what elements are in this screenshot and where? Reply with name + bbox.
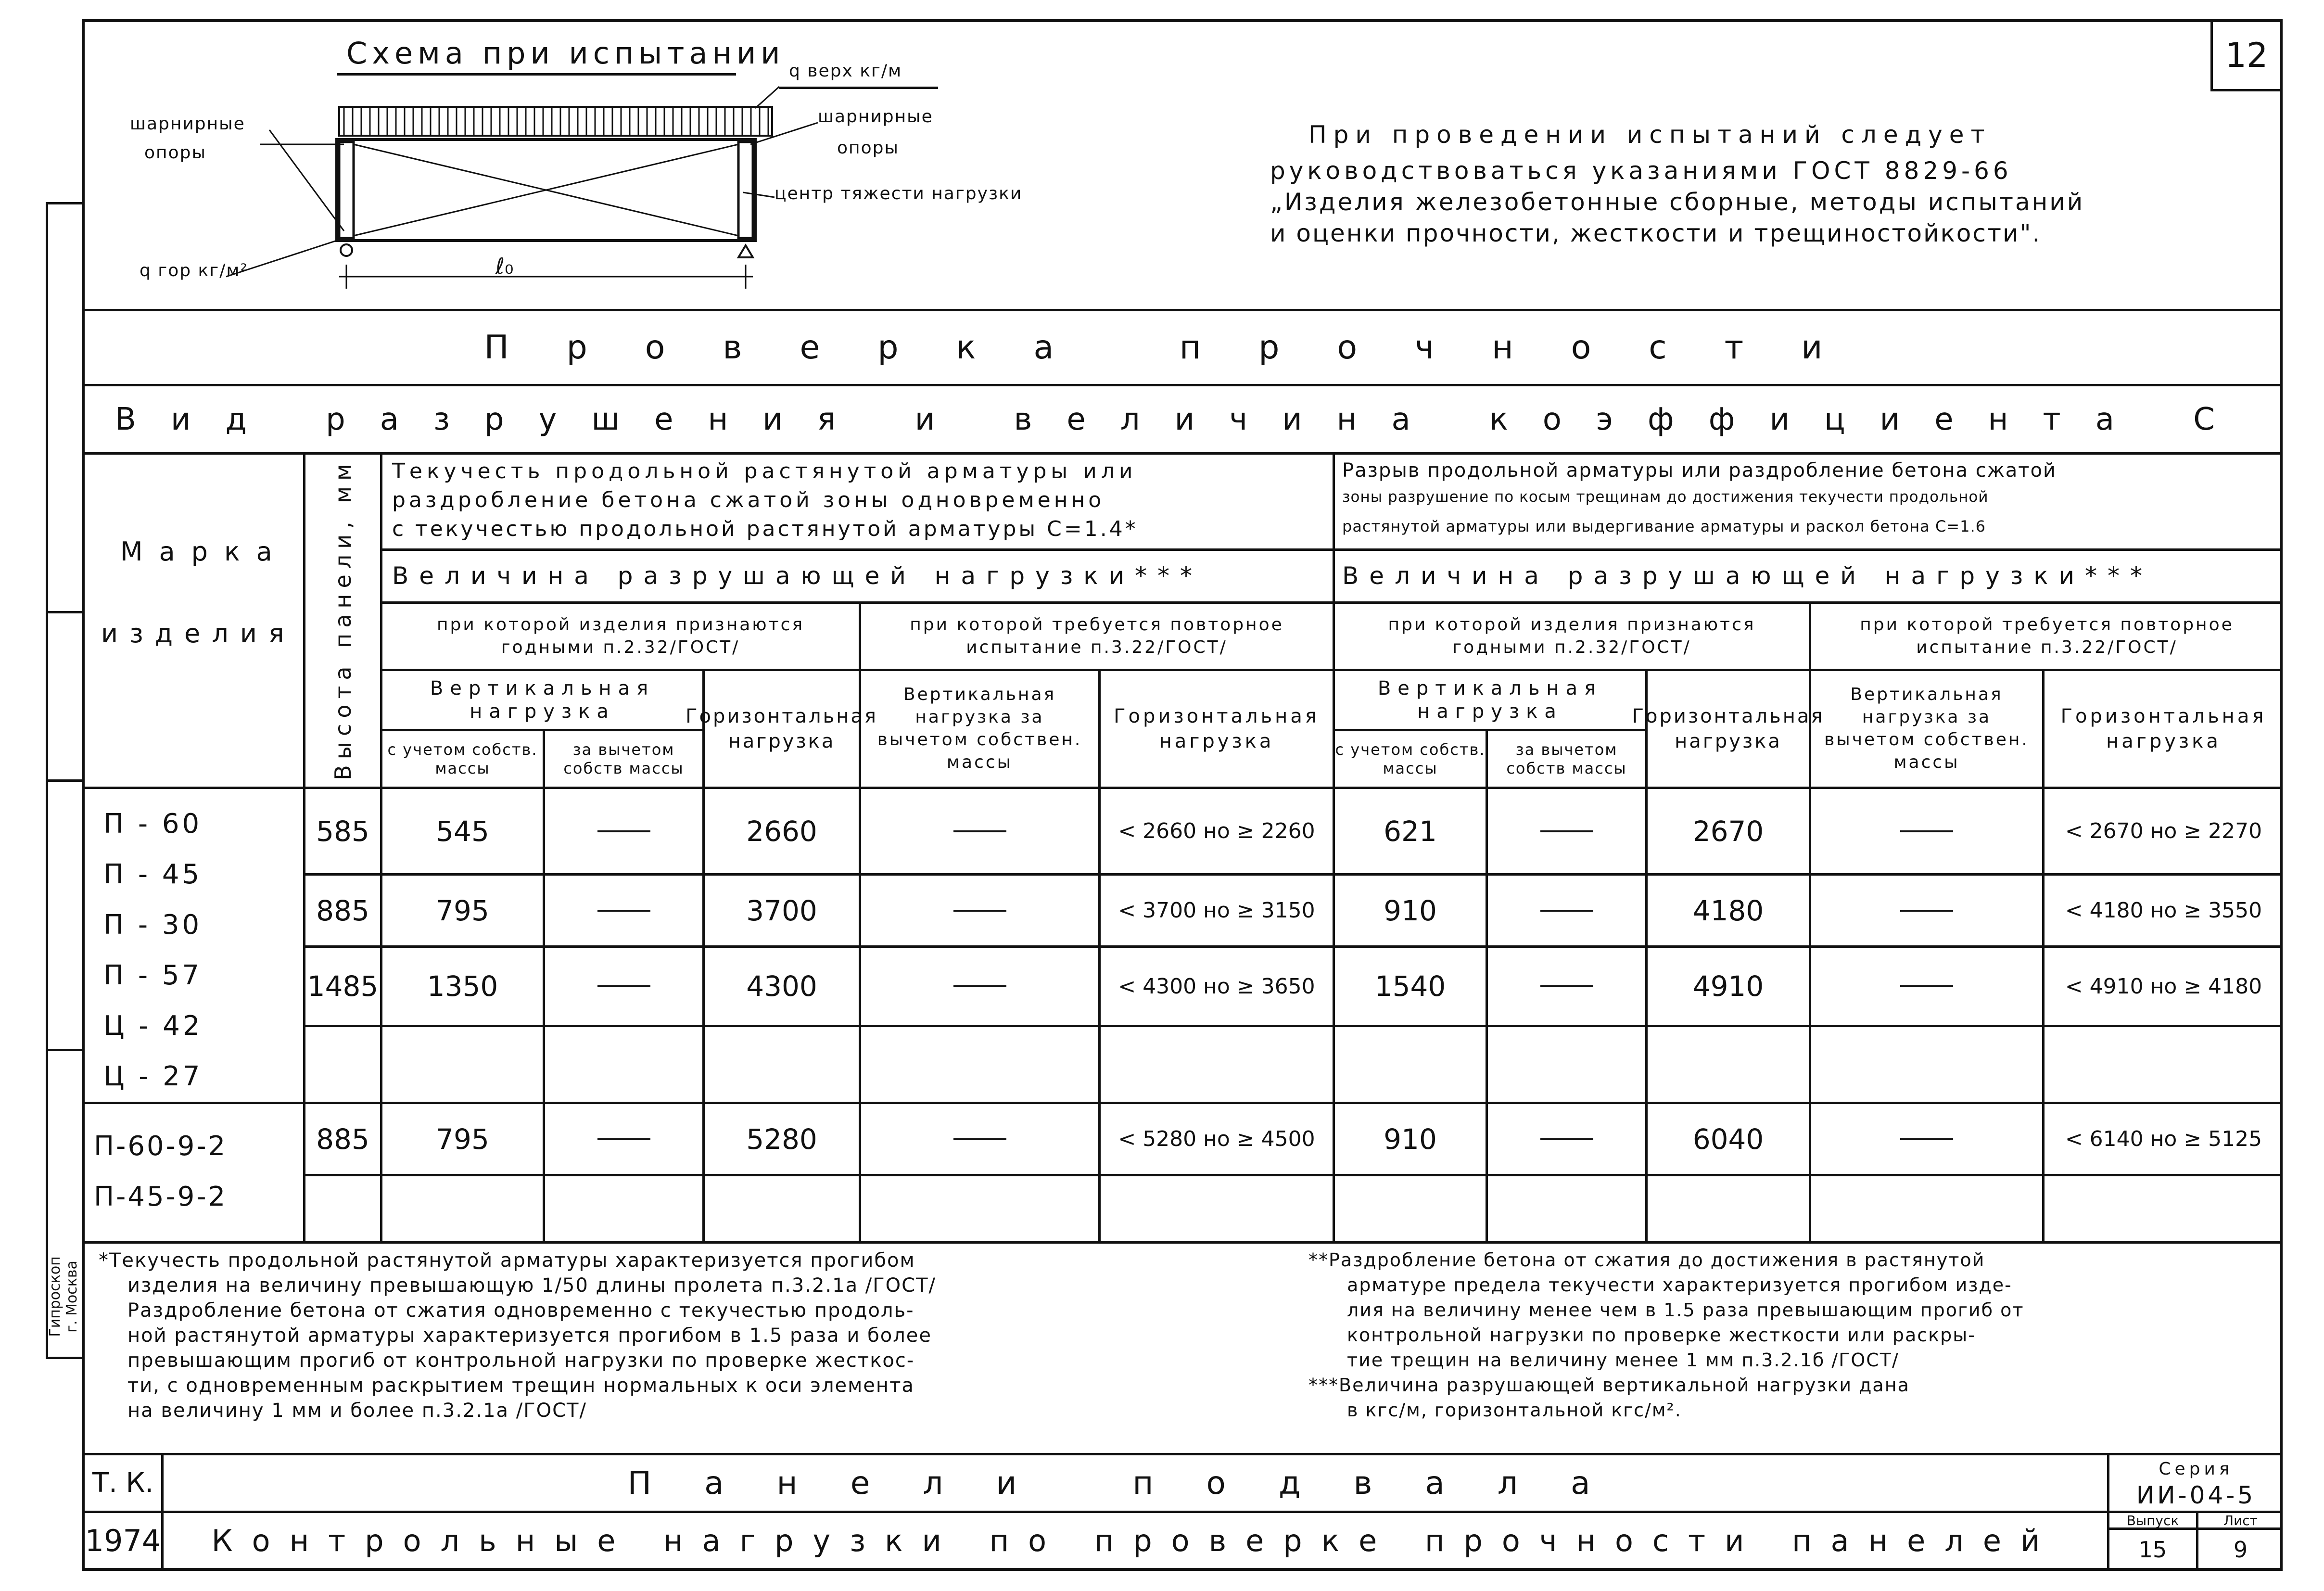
issue-label: Выпуск <box>2126 1512 2179 1528</box>
binding-tick <box>46 611 82 613</box>
sub-fit-left: при которой изделия признаются годными п.2.32/ГОСТ/ <box>436 614 805 657</box>
col-horiz-load2-left: Горизонтальная нагрузка <box>1114 705 1320 752</box>
col-vert-load-left: Вертикальная нагрузка <box>430 677 655 723</box>
col-mark-label-1: Марка <box>120 536 289 567</box>
scheme-supports-right-2: опоры <box>837 138 899 158</box>
load-value-right: Величина разрушающей нагрузки*** <box>1342 562 2153 590</box>
binding-tick <box>46 1049 82 1051</box>
table-cell-range: < 4300 но ≥ 3650 <box>1118 974 1315 999</box>
group-left-line-1: Текучесть продольной растянутой арматуры или <box>392 459 1137 484</box>
footnote-left-line: на величину 1 мм и более п.3.2.1а /ГОСТ/ <box>127 1400 587 1422</box>
table-cell-height: 885 <box>316 1122 369 1156</box>
footnote-right-line: в кгс/м, горизонтальной кгс/м². <box>1347 1400 1682 1421</box>
table-cell-dash <box>545 948 702 1025</box>
note-line-3: „Изделия железобетонные сборные, методы испытаний <box>1270 188 2085 216</box>
note-line-4: и оценки прочности, жесткости и трещиностойкости". <box>1270 219 2042 247</box>
sheet-label: Лист <box>2223 1512 2258 1528</box>
table-cell: 4180 <box>1692 894 1764 927</box>
table-cell-range: < 4180 но ≥ 3550 <box>2065 898 2262 923</box>
col-mark-label-2: изделия <box>101 618 296 649</box>
support-post-right <box>738 142 753 238</box>
table-cell-range: < 3700 но ≥ 3150 <box>1118 898 1315 923</box>
scheme-supports-left-1: шарнирные <box>130 114 245 134</box>
table-cell-dash <box>1488 1104 1645 1174</box>
rule-row5 <box>303 1174 2283 1176</box>
scheme-title: Схема при испытании <box>346 36 785 71</box>
scheme-center-label: центр тяжести нагрузки <box>775 184 1023 204</box>
footnote-left-line: ти, с одновременным раскрытием трещин нормальных к оси элемента <box>127 1375 914 1397</box>
table-cell-dash <box>545 1104 702 1174</box>
leader-supports-right <box>750 123 818 144</box>
hinge-left <box>341 244 352 256</box>
table-cell: 3700 <box>746 894 817 927</box>
mark-item: Ц - 42 <box>103 1010 203 1042</box>
leader-q-bottom <box>226 241 337 277</box>
col-horiz-load2-right: Горизонтальная нагрузка <box>2060 705 2267 752</box>
col-with-mass-left: с учетом собств. массы <box>387 740 538 777</box>
series-value: ИИ-04-5 <box>2136 1481 2256 1509</box>
footnote-left-line: превышающим прогиб от контрольной нагрузки по проверке жесткос- <box>127 1349 915 1372</box>
scheme-supports-left-2: опоры <box>144 143 206 163</box>
footnote-right-line: тие трещин на величину менее 1 мм п.3.2.1б /ГОСТ/ <box>1347 1349 1899 1371</box>
footnote-right-line: арматуре предела текучести характеризуется прогибом изде- <box>1347 1274 2012 1296</box>
table-cell-range: < 5280 но ≥ 4500 <box>1118 1127 1315 1151</box>
table-cell: 795 <box>436 1122 489 1156</box>
footnote-left-line: Раздробление бетона от сжатия одновременно с текучестью продоль- <box>127 1299 914 1322</box>
note-line-1: При проведении испытаний следует <box>1308 121 1992 149</box>
table-cell: 5280 <box>746 1122 817 1156</box>
title-block-tk: Т. К. <box>92 1467 154 1499</box>
group-left-line-2: раздробление бетона сжатой зоны одновременно <box>392 488 1105 512</box>
table-cell-dash <box>545 876 702 945</box>
table-cell-range: < 2670 но ≥ 2270 <box>2065 819 2262 843</box>
mark-item: П - 60 <box>103 808 203 840</box>
table-cell-height: 885 <box>316 894 369 927</box>
table-cell: 795 <box>436 894 489 927</box>
table-cell-range: < 2660 но ≥ 2260 <box>1118 819 1315 843</box>
table-cell-range: < 6140 но ≥ 5125 <box>2065 1127 2262 1151</box>
col-horiz-load-right: Горизонтальная нагрузка <box>1632 705 1825 752</box>
mark-item: Ц - 27 <box>103 1061 203 1092</box>
footnote-left-line: изделия на величину превышающую 1/50 длины пролета п.3.2.1а /ГОСТ/ <box>127 1274 936 1297</box>
leader-q-top <box>755 87 779 108</box>
footnote-right-line: лия на величину менее чем в 1.5 раза превышающим прогиб от <box>1347 1299 2024 1321</box>
load-value-left: Величина разрушающей нагрузки*** <box>392 562 1203 590</box>
scheme-q-top-label: q верх кг/м <box>789 61 902 81</box>
table-cell: 545 <box>436 815 489 848</box>
mark-item: П - 57 <box>103 960 203 991</box>
title-block-title1: Панели подвала <box>627 1464 1643 1502</box>
note-line-2: руководствоваться указаниями ГОСТ 8829-66 <box>1270 157 2012 185</box>
table-cell: 4910 <box>1692 970 1764 1003</box>
rule-group-bottom <box>380 548 2283 551</box>
table-subtitle: Вид разрушения и величина коэффициента С <box>115 401 2249 437</box>
mark-item: П - 45 <box>103 859 203 890</box>
table-title: Проверка прочности <box>484 328 1880 367</box>
mark-item: П-60-9-2 <box>94 1131 228 1162</box>
table-cell-dash <box>861 789 1098 873</box>
rule-head-top <box>82 452 2283 455</box>
table-cell-height: 1485 <box>307 970 379 1003</box>
col-vert-minus-left: Вертикальная нагрузка за вычетом собствен. массы <box>877 685 1082 772</box>
footnote-left-line: ной растянутой арматуры характеризуется прогибом в 1.5 раза и более <box>127 1324 932 1347</box>
mark-item: П - 30 <box>103 909 203 941</box>
table-cell-dash <box>1811 876 2042 945</box>
table-cell-dash <box>861 948 1098 1025</box>
table-cell-range: < 4910 но ≥ 4180 <box>2065 974 2262 999</box>
col-horiz-load-left: Горизонтальная нагрузка <box>686 705 878 752</box>
footnote-right-line: ***Величина разрушающей вертикальной нагрузки дана <box>1308 1375 1910 1396</box>
col-height-label: Высота панели, мм <box>330 458 356 780</box>
sheet-value: 9 <box>2233 1537 2248 1563</box>
leader-center <box>743 192 775 197</box>
hinge-right <box>738 245 753 257</box>
rule-row3 <box>303 1025 2283 1027</box>
table-cell-dash <box>1488 789 1645 873</box>
group-right-line-3: растянутой арматуры или выдергивание арматуры и раскол бетона С=1.6 <box>1342 517 1986 535</box>
group-right-line-2: зоны разрушение по косым трещинам до достижения текучести продольной <box>1342 488 1989 506</box>
col-vert-load-right: Вертикальная нагрузка <box>1377 677 1603 723</box>
footnote-right-line: **Раздробление бетона от сжатия до достижения в растянутой <box>1308 1249 1985 1271</box>
footnote-left-line: *Текучесть продольной растянутой арматуры характеризуется прогибом <box>99 1249 915 1272</box>
table-cell-dash <box>1488 948 1645 1025</box>
table-cell: 2670 <box>1692 815 1764 848</box>
col-with-mass-right: с учетом собств. массы <box>1335 740 1486 777</box>
table-cell-dash <box>861 1104 1098 1174</box>
table-cell-height: 585 <box>316 815 369 848</box>
table-cell: 2660 <box>746 815 817 848</box>
load-hatching <box>344 108 768 135</box>
table-cell: 4300 <box>746 970 817 1003</box>
title-block-year: 1974 <box>85 1523 161 1558</box>
table-cell-dash <box>1488 876 1645 945</box>
table-cell-dash <box>1811 948 2042 1025</box>
sub-retest-left: при которой требуется повторное испытание п.3.22/ГОСТ/ <box>910 614 1284 657</box>
side-stamp-line-1: Гипроскоп <box>47 1256 63 1337</box>
table-cell: 1540 <box>1374 970 1446 1003</box>
table-cell: 621 <box>1384 815 1437 848</box>
sub-retest-right: при которой требуется повторное испытание п.3.22/ГОСТ/ <box>1860 614 2234 657</box>
binding-tick <box>46 779 82 782</box>
table-cell-dash <box>1811 789 2042 873</box>
side-stamp <box>29 1232 82 1376</box>
footnote-right-line: контрольной нагрузки по проверке жесткости или раскры- <box>1347 1324 1976 1346</box>
table-cell-dash <box>545 789 702 873</box>
group-left-line-3: с текучестью продольной растянутой арматуры С=1.4* <box>392 517 1138 541</box>
series-label: Серия <box>2159 1459 2234 1479</box>
table-cell-dash <box>1811 1104 2042 1174</box>
col-vert-minus-right: Вертикальная нагрузка за вычетом собствен. массы <box>1824 685 2029 772</box>
sub-fit-right: при которой изделия признаются годными п.2.32/ГОСТ/ <box>1388 614 1756 657</box>
col-minus-mass-left: за вычетом собств массы <box>563 740 684 777</box>
scheme-q-bottom-label: q гор кг/м² <box>140 261 248 280</box>
group-right-line-1: Разрыв продольной арматуры или раздробление бетона сжатой <box>1342 459 2057 482</box>
scheme-supports-right-1: шарнирные <box>818 107 933 127</box>
support-post-left <box>339 142 354 238</box>
table-cell-dash <box>861 876 1098 945</box>
mark-item: П-45-9-2 <box>94 1181 228 1212</box>
table-cell: 6040 <box>1692 1122 1764 1156</box>
scheme-span-label: ℓ₀ <box>495 253 514 279</box>
table-cell: 910 <box>1384 894 1437 927</box>
table-cell: 910 <box>1384 1122 1437 1156</box>
table-cell: 1350 <box>427 970 498 1003</box>
sheet-number: 12 <box>2225 36 2268 75</box>
col-minus-mass-right: за вычетом собств массы <box>1506 740 1627 777</box>
issue-value: 15 <box>2138 1537 2167 1563</box>
side-stamp-line-2: г. Москва <box>63 1260 80 1333</box>
title-block-title2: Контрольные нагрузки по проверке прочности панелей <box>211 1523 2059 1558</box>
rule-table-bottom <box>82 1241 2283 1244</box>
